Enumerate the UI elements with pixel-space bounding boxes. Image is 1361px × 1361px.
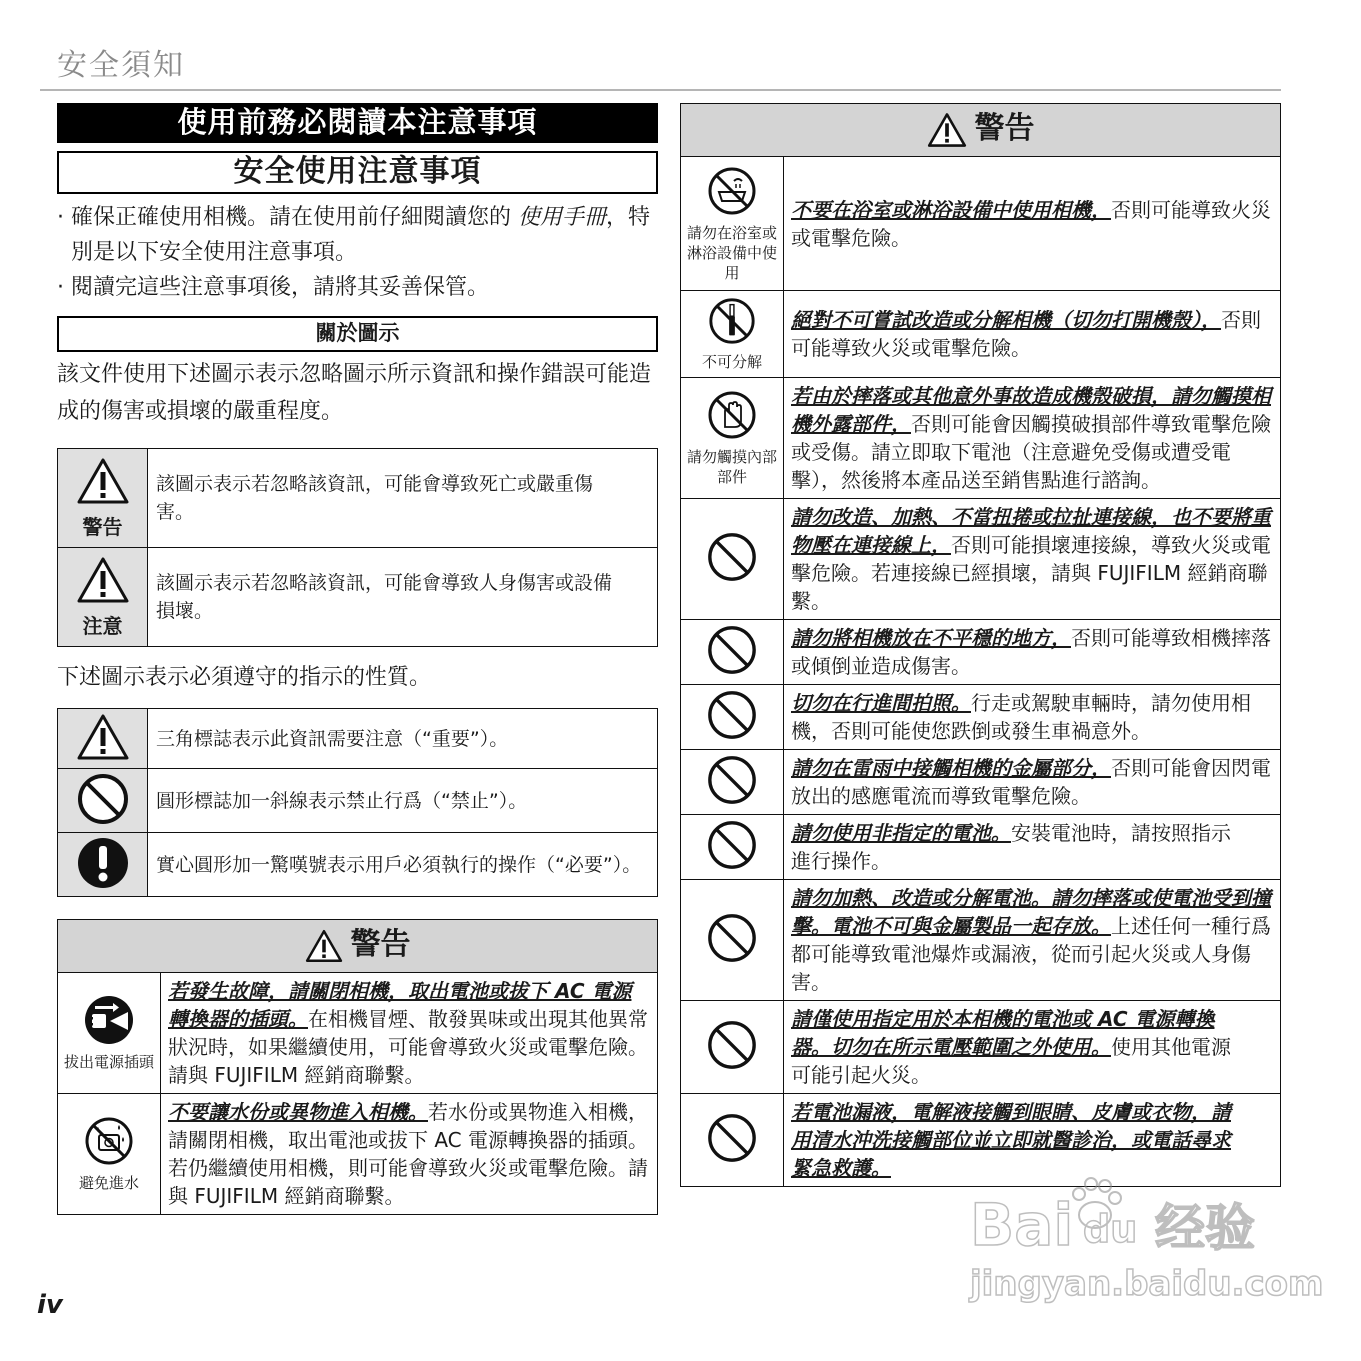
warning-triangle-icon (927, 112, 967, 148)
prohibition-icon-cell (681, 620, 784, 685)
watermark-brand-cn: 经验 (1155, 1199, 1255, 1257)
prohibition-icon (706, 912, 758, 964)
symbol-row-caution (58, 709, 658, 769)
symbol-row-mandatory (58, 833, 658, 897)
warning-row-unplug (58, 973, 658, 1094)
prohibition-icon-cell (681, 1094, 784, 1187)
warning-thunder-lead: 請勿在雷雨中接觸相機的金屬部分， (791, 756, 1111, 780)
warning-unstable-lead: 請勿將相機放在不平穩的地方， (791, 626, 1071, 650)
about-icons-intro: 該文件使用下述圖示表示忽略圖示所示資訊和操作錯誤可能造成的傷害或損壞的嚴重程度。 (57, 362, 652, 424)
warning-row-battery-damage (681, 880, 1281, 1001)
warning-row-battery-type (681, 815, 1281, 880)
warning-table-left (57, 972, 658, 1215)
unplug-icon-label: 拔出電源插頭 (63, 1053, 154, 1071)
warning-title: 警告 (350, 927, 411, 962)
baidu-jingyan-watermark (965, 1160, 1324, 1310)
warning-internal-lead: 若由於摔落或其他意外事故造成機殼破損，請勿觸摸相機外露部件， (791, 384, 1271, 436)
safety-notes-title: 安全使用注意事項 (57, 151, 658, 194)
safety-bullets (57, 200, 658, 305)
warning-row-unstable (681, 620, 1281, 685)
no-water-icon (83, 1115, 135, 1167)
symbol-icon-cell (58, 833, 148, 897)
warning-bathroom-body: 否則可能導致火災或電擊危險。 (791, 197, 1271, 250)
prohibition-icon (706, 819, 758, 871)
bullet-keep-notes: · 閱讀完這些注意事項後，請將其妥善保管。 (57, 270, 658, 305)
warning-power-source-body: 使用其他電源可能引起火災。 (791, 1035, 1231, 1087)
warning-row-water (58, 1094, 658, 1215)
prohibition-icon (76, 772, 130, 826)
symbol-prohibition-text: 圓形標誌加一斜線表示禁止行爲（“禁止”）。 (148, 769, 658, 833)
warning-water-text (161, 1094, 658, 1215)
warning-water-body: 若水份或異物進入相機，請關閉相機，取出電池或拔下 AC 電源轉換器的插頭。若仍繼續使用相機，則可能會導致火災或電擊危險。請與 FUJIFILM 經銷商聯繫。 (168, 1100, 649, 1208)
warning-thunder-body: 否則可能會因閃電放出的感應電流而導致電擊危險。 (791, 756, 1271, 808)
watermark-brand: Bai (970, 1191, 1074, 1259)
warning-row-power-source (681, 1001, 1281, 1094)
prohibition-icon (706, 754, 758, 806)
warning-battery-damage-lead: 請勿加熱、改造或分解電池。請勿摔落或使電池受到撞擊。電池不可與金屬製品一起存放。 (791, 886, 1271, 938)
warning-bathroom-lead: 不要在浴室或淋浴設備中使用相機， (791, 197, 1111, 222)
warning-row-bathroom (681, 157, 1281, 291)
warning-row-internal (681, 378, 1281, 499)
warning-leakage-lead: 若電池漏液，電解液接觸到眼睛、皮膚或衣物，請用清水沖洗接觸部位並立即就醫診治，或電話尋求緊急救護。 (791, 1100, 1231, 1180)
caution-triangle-icon (76, 556, 130, 604)
warning-unplug-body: 在相機冒煙、散發異味或出現其他異常狀況時，如果繼續使用，可能會導致火災或電擊危險。請與 FUJIFILM 經銷商聯繫。 (168, 1007, 648, 1087)
disassemble-icon-cell (681, 291, 784, 378)
warning-internal-body: 否則可能會因觸摸破損部件導致電擊危險或受傷。請立即取下電池（注意避免受傷或遭受電擊），然後將本產品送至銷售點進行諮詢。 (791, 412, 1271, 492)
severity-row-warning (58, 449, 658, 548)
warning-water-lead: 不要讓水份或異物進入相機。 (168, 1100, 428, 1124)
warning-cable-body: 否則可能損壞連接線，導致火災或電擊危險。若連接線已經損壞，請與 FUJIFILM 經銷商聯繫。 (791, 533, 1271, 613)
warning-cable-lead: 請勿改造、加熱、不當扭捲或拉扯連接線，也不要將重物壓在連接線上， (791, 505, 1271, 557)
severity-row-caution (58, 548, 658, 647)
warning-battery-damage-body: 上述任何一種行爲都可能導致電池爆炸或漏液，從而引起火災或人身傷害。 (791, 914, 1271, 994)
warning-moving-body: 行走或駕駛車輛時，請勿使用相機，否則可能使您跌倒或發生車禍意外。 (791, 691, 1251, 743)
warning-row-moving (681, 685, 1281, 750)
mandatory-exclamation-icon (76, 836, 130, 890)
no-bathroom-icon (706, 165, 758, 217)
symbol-icon-cell (58, 709, 148, 769)
water-icon-label: 避免進水 (78, 1174, 139, 1192)
caution-description: 該圖示表示若忽略該資訊，可能會導致人身傷害或設備損壞。 (148, 548, 658, 647)
prohibition-icon-cell (681, 499, 784, 620)
bathroom-icon-cell (681, 157, 784, 291)
warning-moving-text (784, 685, 1281, 750)
symbol-icon-cell (58, 769, 148, 833)
warning-battery-type-body: 安裝電池時，請按照指示進行操作。 (791, 821, 1231, 873)
section-title: 安全須知 (57, 48, 185, 83)
warning-disassemble-body: 否則可能導致火災或電擊危險。 (791, 308, 1261, 360)
warning-disassemble-text (784, 291, 1281, 378)
warning-bathroom-text (784, 157, 1281, 291)
warning-unstable-body: 否則可能導致相機摔落或傾倒並造成傷害。 (791, 626, 1271, 678)
warning-header-left (57, 919, 658, 972)
header-divider (40, 89, 1281, 91)
warning-cable-text (784, 499, 1281, 620)
warning-thunder-text (784, 750, 1281, 815)
warning-disassemble-lead: 絕對不可嘗試改造或分解相機（切勿打開機殼）， (791, 308, 1221, 332)
warning-row-cable (681, 499, 1281, 620)
warning-triangle-icon (76, 457, 130, 505)
internal-icon-label: 請勿觸摸內部部件 (686, 448, 777, 486)
warning-battery-damage-text (784, 880, 1281, 1001)
warning-icon-cell (58, 449, 148, 548)
warning-unplug-text (161, 973, 658, 1094)
about-icons-title: 關於圖示 (57, 316, 658, 352)
warning-power-source-lead: 請僅使用指定用於本相機的電池或 AC 電源轉換器。切勿在所示電壓範圍之外使用。 (791, 1007, 1215, 1059)
warning-triangle-icon (305, 929, 343, 963)
triangle-caution-icon (76, 713, 130, 761)
warning-battery-type-text (784, 815, 1281, 880)
warning-title: 警告 (974, 111, 1035, 146)
warning-unstable-text (784, 620, 1281, 685)
prohibition-icon-cell (681, 880, 784, 1001)
right-column (680, 103, 1281, 1187)
prohibition-icon (706, 1112, 758, 1164)
warning-unplug-lead: 若發生故障，請關閉相機，取出電池或拔下 AC 電源轉換器的插頭。 (168, 979, 632, 1031)
unplug-icon-cell (58, 973, 161, 1094)
warning-battery-type-lead: 請勿使用非指定的電池。 (791, 821, 1011, 845)
caution-label: 注意 (82, 613, 123, 638)
warning-table-right (680, 156, 1281, 1187)
prohibition-icon (706, 531, 758, 583)
warning-internal-text (784, 378, 1281, 499)
water-icon-cell (58, 1094, 161, 1215)
page-number: iv (37, 1290, 63, 1320)
warning-row-thunder (681, 750, 1281, 815)
warning-description: 該圖示表示若忽略該資訊，可能會導致死亡或嚴重傷害。 (148, 449, 658, 548)
no-touch-icon (706, 389, 758, 441)
left-column (57, 103, 658, 1215)
warning-moving-lead: 切勿在行進間拍照。 (791, 691, 971, 715)
disassemble-icon-label: 不可分解 (701, 353, 762, 371)
unplug-power-icon (83, 994, 135, 1046)
read-before-use-banner: 使用前務必閱讀本注意事項 (57, 103, 658, 143)
bullet1-text-pre: 確保正確使用相機。請在使用前仔細閱讀您的 (71, 205, 518, 230)
prohibition-icon-cell (681, 685, 784, 750)
warning-power-source-text (784, 1001, 1281, 1094)
symbol-mandatory-text: 實心圓形加一驚嘆號表示用戶必須執行的操作（“必要”）。 (148, 833, 658, 897)
manual-title: 使用手冊 (518, 205, 607, 230)
warning-header-right (680, 103, 1281, 156)
bullet1-text-post: ，特別是以下安全使用注意事項。 (71, 205, 651, 265)
severity-table (57, 448, 658, 647)
prohibition-icon (706, 624, 758, 676)
prohibition-icon-cell (681, 750, 784, 815)
symbol-row-prohibition (58, 769, 658, 833)
symbol-nature-intro: 下述圖示表示必須遵守的指示的性質。 (57, 665, 432, 690)
prohibition-icon (706, 689, 758, 741)
symbol-table (57, 708, 658, 897)
prohibition-icon (706, 1019, 758, 1071)
internal-icon-cell (681, 378, 784, 499)
bullet-read-manual (57, 200, 658, 270)
symbol-caution-text: 三角標誌表示此資訊需要注意（“重要”）。 (148, 709, 658, 769)
watermark-brand-paw: du (1083, 1207, 1138, 1251)
caution-icon-cell (58, 548, 148, 647)
prohibition-icon-cell (681, 815, 784, 880)
no-disassembly-icon (707, 296, 757, 346)
warning-label: 警告 (82, 514, 123, 539)
watermark-url: jingyan.baidu.com (970, 1264, 1324, 1304)
bathroom-icon-label: 請勿在浴室或淋浴設備中使用 (686, 223, 777, 282)
prohibition-icon-cell (681, 1001, 784, 1094)
warning-row-disassemble (681, 291, 1281, 378)
